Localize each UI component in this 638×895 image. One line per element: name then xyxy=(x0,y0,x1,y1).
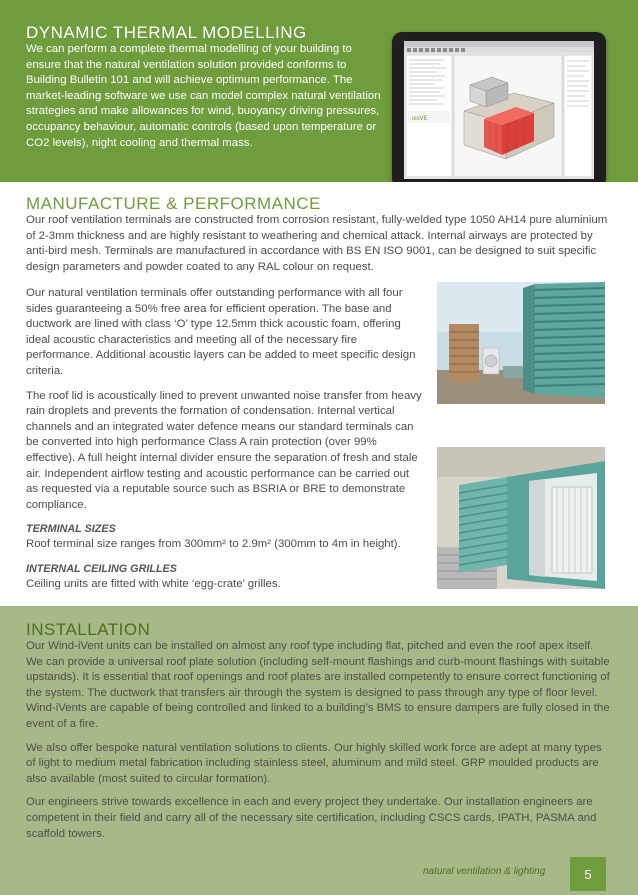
thermal-software-screenshot xyxy=(404,41,594,179)
installation-paragraph-3: Our engineers strive towards excellence in each and every project they undertake. Our installation engineers are competent in their field and carry all of the necessary site certification, including CSCS cards, IPATH, PASMA and scaffold towers. xyxy=(26,796,597,840)
software-ui-illustration xyxy=(404,41,594,179)
thermal-body: We can perform a complete thermal modelling of your building to ensure that the natural ventilation solution provided conforms to Building Bulletin 101 and will achieve optimum performance. The market-leading software we use can model complex natural ventilation strategies and make allowances for wind, buoyancy driving pressures, occupancy behaviour, automatic controls (based upon temperature or CO2 levels), night cooling and thermal mass. xyxy=(26,43,381,149)
manufacture-column xyxy=(26,286,424,602)
manufacture-intro: Our roof ventilation terminals are constructed from corrosion resistant, fully-welded type 1050 AH14 pure aluminium of 2-3mm thickness and are highly resistant to weathering and chemical attack. Internal airways are protected by anti-bird mesh. Terminals are manufactured in accordance with BS EN ISO 9001, can be designed to suit specific design parameters and powder coated to any RAL colour on request. xyxy=(26,214,608,273)
manufacture-heading: MANUFACTURE & PERFORMANCE xyxy=(26,194,321,213)
installation-paragraph-2: We also offer bespoke natural ventilation solutions to clients. Our highly skilled work force are adept at many types of light to medium metal fabrication including stainless steel, aluminum and mild steel. GRP moulded products are also available (most suited to circular formation). xyxy=(26,741,602,785)
open-terminal-photo xyxy=(437,447,605,589)
installation-heading: INSTALLATION xyxy=(26,620,151,639)
thermal-heading: DYNAMIC THERMAL MODELLING xyxy=(26,23,307,42)
software-logo: iesVE xyxy=(412,116,428,122)
ceiling-grilles-heading: INTERNAL CEILING GRILLES xyxy=(26,562,177,575)
installation-paragraph-1: Our Wind-iVent units can be installed on almost any roof type including flat, pitched and even the roof apex itself. We can provide a universal roof plate solution (including self-mount flashings and curb-mount flashings with suitable upstands). It is essential that roof openings and roof plates are installed competently to ensure correct functioning of the system. The ductwork that transfers air through the system is designed to pass through any type of floor level. Wind-iVents are capable of being controlled and linked to a building’s BMS to ensure dampers are fully closed in the event of a fire. xyxy=(26,640,610,730)
installation-section xyxy=(0,606,638,895)
tablet-image xyxy=(392,32,606,188)
terminal-sizes-text: Roof terminal size ranges from 300mm² to 2.9m² (300mm to 4m in height). xyxy=(26,538,401,551)
ceiling-grilles-text: Ceiling units are fitted with white ‘egg-crate’ grilles. xyxy=(26,577,281,590)
footer-tagline: natural ventilation & lighting xyxy=(423,866,546,877)
page-number: 5 xyxy=(570,857,606,891)
roof-lid-paragraph: The roof lid is acoustically lined to prevent unwanted noise transfer from heavy rain droplets and prevents the formation of condensation. Internal vertical channels and an integrated water defence means our standard terminals can be converted into high performance Class A rain protection (over 99% effective). A full height internal divider ensure the separation of fresh and stale air. Independent airflow testing and acoustic performance can be carried out as requested via a reputable source such as BSRIA or BRE to demonstrate compliance. xyxy=(26,389,422,511)
installation-text xyxy=(26,639,611,850)
rooftop-terminal-photo xyxy=(437,282,605,404)
performance-paragraph: Our natural ventilation terminals offer outstanding performance with all four sides guaranteeing a 50% free area for efficient operation. The base and ductwork are lined with class ‘O’ type 12.5mm thick acoustic foam, offering ideal acoustic characteristics and meeting all of the necessary fire performance. Additional acoustic layers can be added to meet specific design criteria. xyxy=(26,287,416,377)
terminal-sizes-heading: TERMINAL SIZES xyxy=(26,523,116,536)
